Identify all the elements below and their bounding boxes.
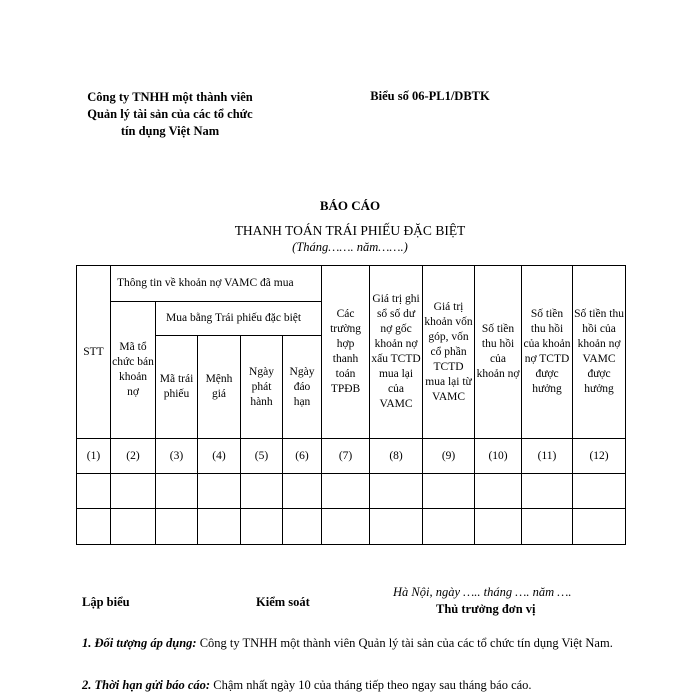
table-row: [77, 509, 626, 545]
empty-cell: [475, 474, 522, 509]
note-applicable-subject: [82, 635, 642, 652]
note-label: 2. Thời hạn gửi báo cáo:: [82, 678, 211, 692]
empty-cell: [156, 509, 198, 545]
header-book-value: Giá trị ghi sổ số dư nợ gốc khoản nợ xấu TCTD mua lại của VAMC: [370, 266, 423, 439]
col-number: (4): [198, 439, 241, 474]
header-stt: STT: [77, 266, 111, 439]
note-submission-deadline: [82, 677, 642, 694]
note-text: Công ty TNHH một thành viên Quản lý tài sản của các tổ chức tín dụng Việt Nam.: [196, 636, 613, 650]
col-number: (2): [111, 439, 156, 474]
signature-controlled-by: Kiểm soát: [256, 595, 310, 609]
empty-cell: [370, 509, 423, 545]
signature-head-of-unit: Thủ trưởng đơn vị: [436, 602, 536, 616]
note-label: 1. Đối tượng áp dụng:: [82, 636, 197, 650]
empty-cell: [198, 509, 241, 545]
empty-cell: [423, 474, 475, 509]
header-issue-date: Ngày phát hành: [241, 336, 283, 439]
empty-cell: [573, 509, 626, 545]
empty-cell: [111, 509, 156, 545]
header-special-bond: Mua bằng Trái phiếu đặc biệt: [156, 302, 322, 336]
empty-cell: [198, 474, 241, 509]
header-bond-code: Mã trái phiếu: [156, 336, 198, 439]
empty-cell: [111, 474, 156, 509]
empty-cell: [370, 474, 423, 509]
report-table: [76, 265, 626, 545]
empty-cell: [322, 474, 370, 509]
header-vamc-share: Số tiền thu hồi của khoản nợ VAMC được hưởng: [573, 266, 626, 439]
empty-cell: [423, 509, 475, 545]
table-row: [77, 474, 626, 509]
signature-prepared-by: Lập biểu: [82, 595, 130, 609]
header-payment-cases: Các trường hợp thanh toán TPĐB: [322, 266, 370, 439]
signature-date-line: Hà Nội, ngày ….. tháng …. năm ….: [393, 585, 572, 599]
col-number: (11): [522, 439, 573, 474]
header-recovered-amount: Số tiền thu hồi của khoản nợ: [475, 266, 522, 439]
note-text: Chậm nhất ngày 10 của tháng tiếp theo ngay sau tháng báo cáo.: [210, 678, 532, 692]
empty-cell: [522, 509, 573, 545]
empty-cell: [241, 474, 283, 509]
col-number: (7): [322, 439, 370, 474]
col-number: (1): [77, 439, 111, 474]
col-number: (10): [475, 439, 522, 474]
empty-cell: [522, 474, 573, 509]
header-face-value: Mệnh giá: [198, 336, 241, 439]
empty-cell: [573, 474, 626, 509]
header-maturity-date: Ngày đáo hạn: [283, 336, 322, 439]
col-number: (12): [573, 439, 626, 474]
header-capital-value: Giá trị khoản vốn góp, vốn cổ phần TCTD mua lại từ VAMC: [423, 266, 475, 439]
col-number: (3): [156, 439, 198, 474]
col-number: (8): [370, 439, 423, 474]
empty-cell: [475, 509, 522, 545]
report-period: (Tháng……. năm…….): [292, 240, 408, 254]
form-code: Biểu số 06-PL1/DBTK: [370, 89, 490, 103]
col-number: (6): [283, 439, 322, 474]
header-tctd-share: Số tiền thu hồi của khoản nợ TCTD được hưởng: [522, 266, 573, 439]
header-seller-code: Mã tổ chức bán khoản nợ: [111, 302, 156, 439]
empty-cell: [283, 474, 322, 509]
report-title: BÁO CÁO: [319, 198, 381, 213]
column-number-row: [77, 439, 626, 474]
col-number: (9): [423, 439, 475, 474]
empty-cell: [156, 474, 198, 509]
col-number: (5): [241, 439, 283, 474]
header-debt-info: Thông tin về khoản nợ VAMC đã mua: [111, 266, 322, 302]
report-subtitle: THANH TOÁN TRÁI PHIẾU ĐẶC BIỆT: [234, 223, 466, 238]
empty-cell: [283, 509, 322, 545]
company-name: Công ty TNHH một thành viên Quản lý tài sản của các tổ chức tín dụng Việt Nam: [87, 90, 253, 138]
empty-cell: [77, 474, 111, 509]
empty-cell: [241, 509, 283, 545]
empty-cell: [322, 509, 370, 545]
empty-cell: [77, 509, 111, 545]
